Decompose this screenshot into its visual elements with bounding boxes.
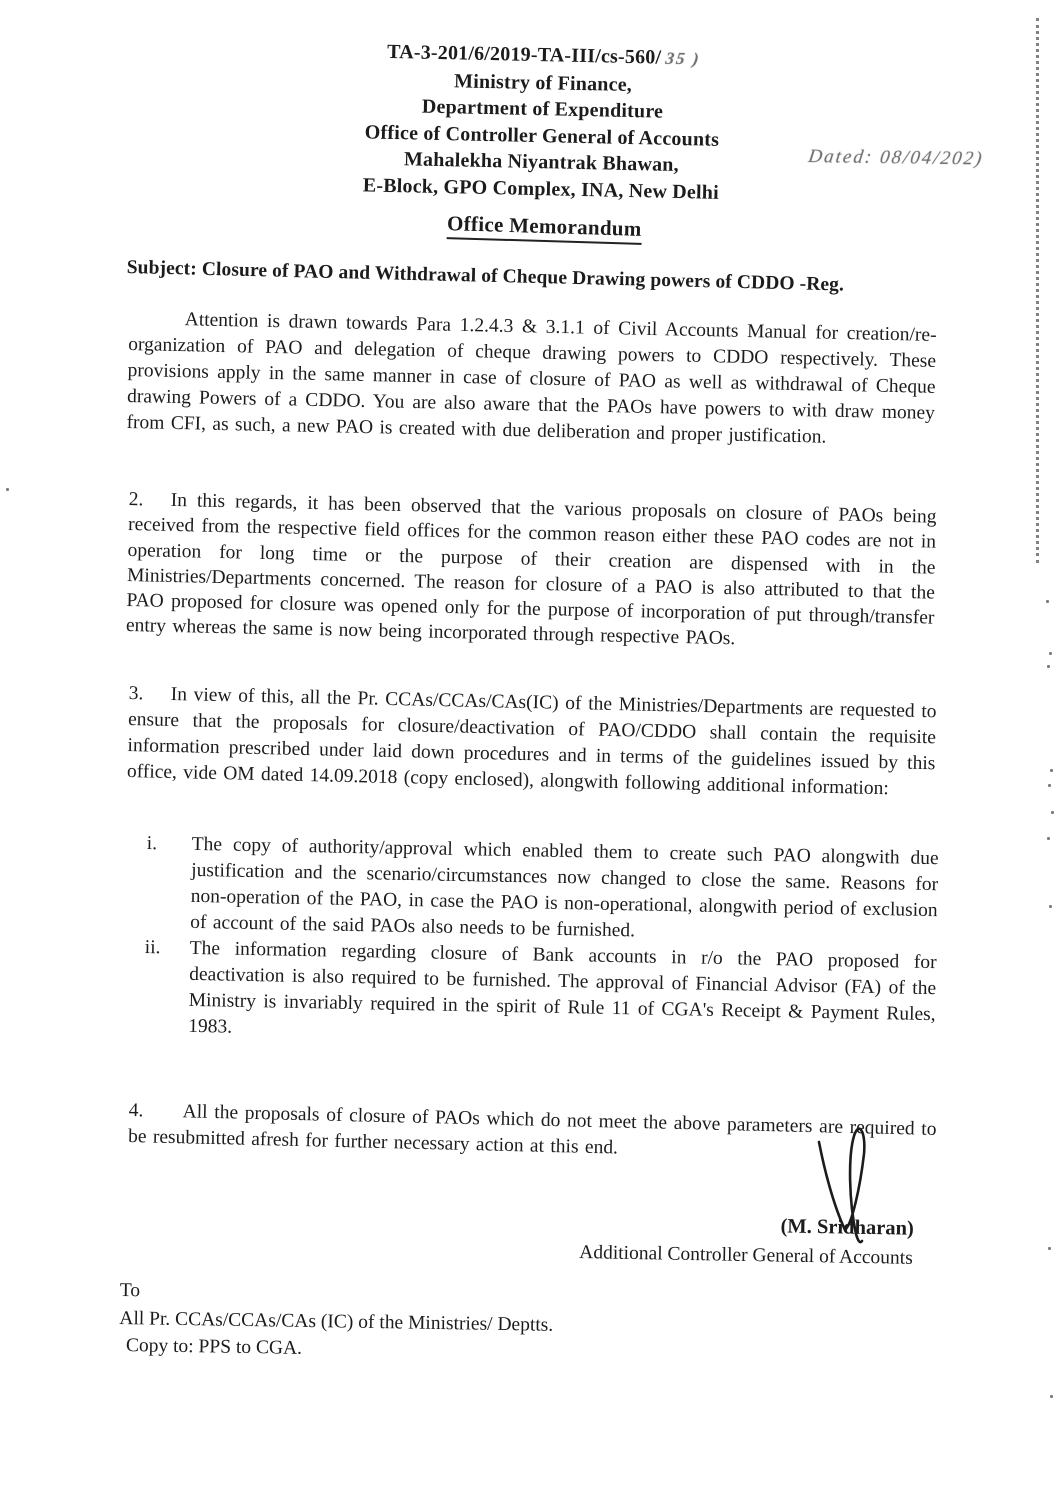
reference-number-printed: TA-3-201/6/2019-TA-III/cs-560/ xyxy=(386,40,662,69)
title-row xyxy=(30,211,1058,242)
letterhead-line-address: E-Block, GPO Complex, INA, New Delhi xyxy=(362,173,720,204)
scan-artifact-speck xyxy=(1048,784,1051,787)
scan-artifact-speck xyxy=(1047,665,1050,668)
paragraph-4-text: All the proposals of closure of PAOs which do not meet the above parameters are required to be resubmitted afresh for further necessary action at this end. xyxy=(127,1101,937,1159)
paragraph-2 xyxy=(126,487,937,656)
list-item-ii-marker: ii. xyxy=(144,936,161,959)
scan-artifact-speck xyxy=(1049,905,1052,908)
scan-artifact-speck xyxy=(1046,600,1049,603)
scan-artifact-speck xyxy=(6,488,9,491)
paragraph-2-number: 2. xyxy=(128,488,144,511)
requirements-list xyxy=(143,831,939,1054)
paragraph-4-number: 4. xyxy=(128,1099,144,1122)
letterhead xyxy=(151,34,934,210)
subject-line: Subject: Closure of PAO and Withdrawal of Cheque Drawing powers of CDDO -Reg. xyxy=(126,257,845,296)
paragraph-3-number: 3. xyxy=(128,682,144,705)
scan-artifact-dotted-line xyxy=(1036,18,1039,563)
to-label: To xyxy=(119,1279,141,1302)
letterhead-line-office: Office of Controller General of Accounts xyxy=(364,120,720,151)
memo-title: Office Memorandum xyxy=(446,211,641,245)
distribution-block xyxy=(119,1277,740,1369)
signatory-name: (M. Sridharan) xyxy=(780,1215,914,1240)
signatory-designation: Additional Controller General of Accounts xyxy=(579,1242,913,1269)
copy-to-line: Copy to: PPS to CGA. xyxy=(125,1335,303,1359)
paragraph-1 xyxy=(126,306,937,453)
scan-artifact-speck xyxy=(1049,652,1052,655)
reference-number-handwritten: 35 ) xyxy=(664,48,702,69)
list-item-ii-text: The information regarding closure of Bank accounts in r/o the PAO proposed for deactivation is also required to be furnished. The approval of Financial Advisor (FA) of the Ministry is invariably required in the spirit of Rule 11 of CGA's Receipt & Payment Rules, 1983. xyxy=(188,937,937,1038)
scan-artifact-speck xyxy=(1051,811,1054,814)
paragraph-2-text: In this regards, it has been observed that the various proposals on closure of PAOs being received from the respective field offices for the common reason either these PAO codes are not in operation for long time or the purpose of their creation are dispensed with in the Ministries/Departments concerned. The reason for closure of a PAO is also attributed to that the PAO proposed for closure was opened only for the purpose of incorporation of put through/transfer entry whereas the same is now being incorporated through respective PAOs. xyxy=(125,489,937,650)
list-item-ii xyxy=(143,935,937,1054)
scan-artifact-speck xyxy=(1050,769,1053,772)
letterhead-line-department: Department of Expenditure xyxy=(421,95,664,123)
paragraph-3-text: In view of this, all the Pr. CCAs/CCAs/CAs(IC) of the Ministries/Departments are requested to ensure that the proposals for closure/deactivation of PAO/CDDO shall contain the requisite information prescribed under laid down procedures and in terms of the guidelines issued by this office, vide OM dated 14.09.2018 (copy enclosed), alongwith following additional information: xyxy=(126,683,937,800)
letterhead-line-ministry: Ministry of Finance, xyxy=(453,69,633,96)
scan-artifact-speck xyxy=(1050,1395,1053,1398)
paragraph-3 xyxy=(127,681,937,803)
list-item-i-marker: i. xyxy=(146,832,158,855)
list-item-i xyxy=(145,831,939,950)
paragraph-1-text: Attention is drawn towards Para 1.2.4.3 & 3.1.1 of Civil Accounts Manual for creation/re-organization of PAO and delegation of cheque drawing powers to CDDO respectively. These provisions apply in the same manner in case of closure of PAO as well as withdrawal of Cheque drawing Powers of a CDDO. You are also aware that the PAOs have powers to with draw money from CFI, as such, a new PAO is created with due deliberation and proper justification. xyxy=(126,309,937,448)
list-item-i-text: The copy of authority/approval which enabled them to create such PAO alongwith due justification and the scenario/circumstances now changed to close the same. Reasons for non-operation of the PAO, in case the PAO is non-operational, alongwith period of exclusion of account of the said PAOs also needs to be furnished. xyxy=(190,833,939,942)
scan-artifact-speck xyxy=(1047,837,1050,840)
recipients-line: All Pr. CCAs/CCAs/CAs (IC) of the Ministries/ Deptts. xyxy=(119,1307,554,1336)
dated-handwritten: Dated: 08/04/202) xyxy=(807,146,985,170)
scan-artifact-speck xyxy=(1048,1247,1051,1250)
letterhead-line-building: Mahalekha Niyantrak Bhawan, xyxy=(403,148,680,177)
